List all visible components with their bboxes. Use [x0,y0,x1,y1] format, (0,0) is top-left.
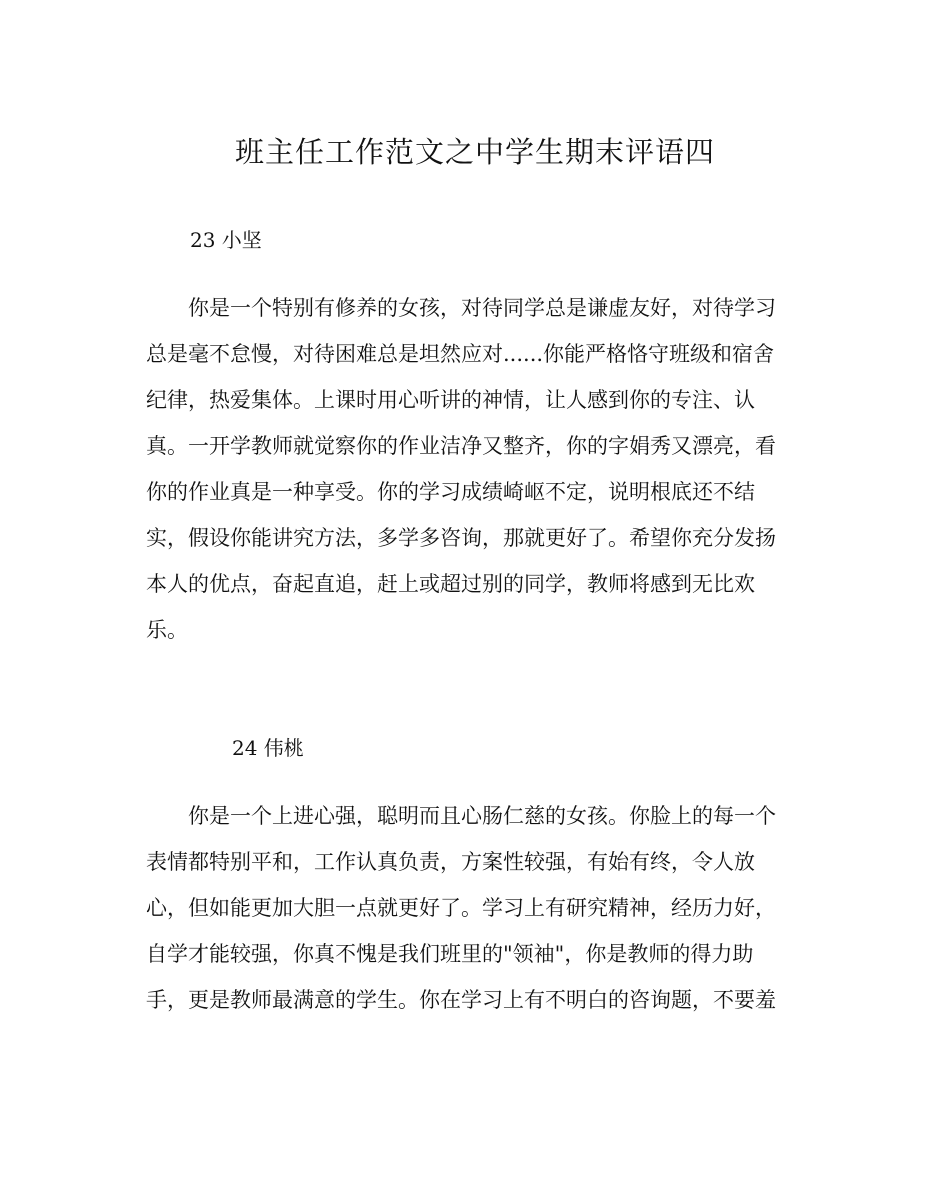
paragraph-line: 你是一个特别有修养的女孩，对待同学总是谦虚友好，对待学习 [146,296,776,320]
section-paragraph-24 [146,793,806,1023]
paragraph-line: 乐。 [146,618,188,642]
paragraph-line: 真。一开学教师就觉察你的作业洁净又整齐，你的字娟秀又漂亮，看 [146,434,776,458]
paragraph-line: 你的作业真是一种享受。你的学习成绩崎岖不定，说明根底还不结 [146,480,755,504]
paragraph-line: 实，假设你能讲究方法，多学多咨询，那就更好了。希望你充分发扬 [146,526,776,550]
paragraph-line: 手，更是教师最满意的学生。你在学习上有不明白的咨询题，不要羞 [146,988,776,1012]
section-heading-24: 24 伟桃 [232,736,304,760]
paragraph-line: 本人的优点，奋起直追，赶上或超过别的同学，教师将感到无比欢 [146,572,755,596]
paragraph-line: 你是一个上进心强，聪明而且心肠仁慈的女孩。你脸上的每一个 [146,804,776,828]
paragraph-line: 自学才能较强，你真不愧是我们班里的"领袖"，你是教师的得力助 [146,942,754,966]
paragraph-line: 总是毫不怠慢，对待困难总是坦然应对......你能严格恪守班级和宿舍 [146,342,775,366]
paragraph-line: 纪律，热爱集体。上课时用心听讲的神情，让人感到你的专注、认 [146,388,755,412]
paragraph-line: 表情都特别平和，工作认真负责，方案性较强，有始有终，令人放 [146,850,755,874]
section-paragraph-23 [146,285,806,653]
section-heading-23: 23 小坚 [190,228,262,252]
document-title: 班主任工作范文之中学生期末评语四 [234,135,715,169]
paragraph-line: 心，但如能更加大胆一点就更好了。学习上有研究精神，经历力好， [146,896,776,920]
